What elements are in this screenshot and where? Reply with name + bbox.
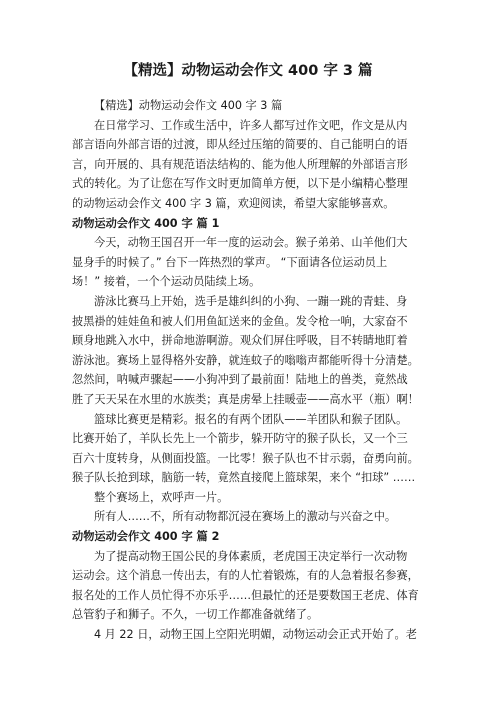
text-line: 游泳比赛马上开始，选手是雄纠纠的小狗、一蹦一跳的青蛙、身 [94,294,408,308]
text-line: 顾身地跳入水中，拼命地游啊游。观众们屏住呼吸，目不转睛地盯着 [72,334,408,348]
section-heading: 动物运动会作文 400 字 篇 1 [72,216,220,230]
text-line: 胜了天天呆在水里的水族类；真是虏晕上挂暖壶——高水平（瓶）啊！ [72,392,419,406]
text-line: 所有人……不，所有动物都沉浸在赛场上的激动与兴奋之中。 [94,510,397,524]
text-line: 比赛开始了，羊队长先上一个箭步，躲开防守的猴子队长，又一个三 [72,432,408,446]
text-line: 部言语向外部言语的过渡，即从经过压缩的简要的、自己能明白的语 [72,138,408,152]
text-line: 显身手的时候了。” 台下一阵热烈的掌声。 “下面请各位运动员上 [72,255,388,269]
section-heading: 动物运动会作文 400 字 篇 2 [72,530,220,544]
text-line: 忽然间，呐喊声骤起——小狗冲到了最前面！陆地上的兽类，竟然战 [72,373,408,387]
text-line: 式的转化。为了让您在写作文时更加简单方便，以下是小编精心整理 [72,177,408,191]
text-line: 整个赛场上，欢呼声一片。 [94,490,229,504]
text-line: 猴子队长抢到球，脑筋一转，竟然直接爬上篮球架，来个 “扣球” …… [72,471,416,485]
text-line: 场！” 接着，一个个运动员陆续上场。 [72,275,261,289]
text-line: 4 月 22 日，动物王国上空阳光明媚，动物运动会正式开始了。老 [94,628,417,642]
text-line: 今天，动物王国召开一年一度的运动会。猴子弟弟、山羊他们大 [94,236,408,250]
text-line: 游泳池。赛场上显得格外安静，就连蚊子的嗡嗡声都能听得十分清楚。 [72,353,419,367]
document-body [72,96,430,645]
text-line: 百六十度转身，从侧面投篮。一比零！猴子队也不甘示弱，奋勇向前。 [72,451,419,465]
text-line: 在日常学习、工作或生活中，许多人都写过作文吧，作文是从内 [94,118,408,132]
text-line: 篮球比赛更是精彩。报名的有两个团队——羊团队和猴子团队。 [94,412,408,426]
text-line: 运动会。这个消息一传出去，有的人忙着锻炼，有的人急着报名参赛， [72,569,419,583]
text-line: 总管豹子和狮子。不久，一切工作都准备就绪了。 [72,608,319,622]
text-line: 披黑褂的娃娃鱼和被人们用鱼缸送来的金鱼。发令枪一响，大家奋不 [72,314,408,328]
text-line: 言，向开展的、具有规范语法结构的、能为他人所理解的外部语言形 [72,157,408,171]
document-title: 【精选】动物运动会作文 400 字 3 篇 [123,63,373,79]
text-line: 报名处的工作人员忙得不亦乐乎……但最忙的还是要数国王老虎、体育 [72,588,419,602]
text-line: 【精选】动物运动会作文 400 字 3 篇 [94,99,283,112]
text-line: 为了提高动物王国公民的身体素质，老虎国王决定举行一次动物 [94,549,408,563]
text-line: 的动物运动会作文 400 字 3 篇，欢迎阅读，希望大家能够喜欢。 [72,196,395,210]
